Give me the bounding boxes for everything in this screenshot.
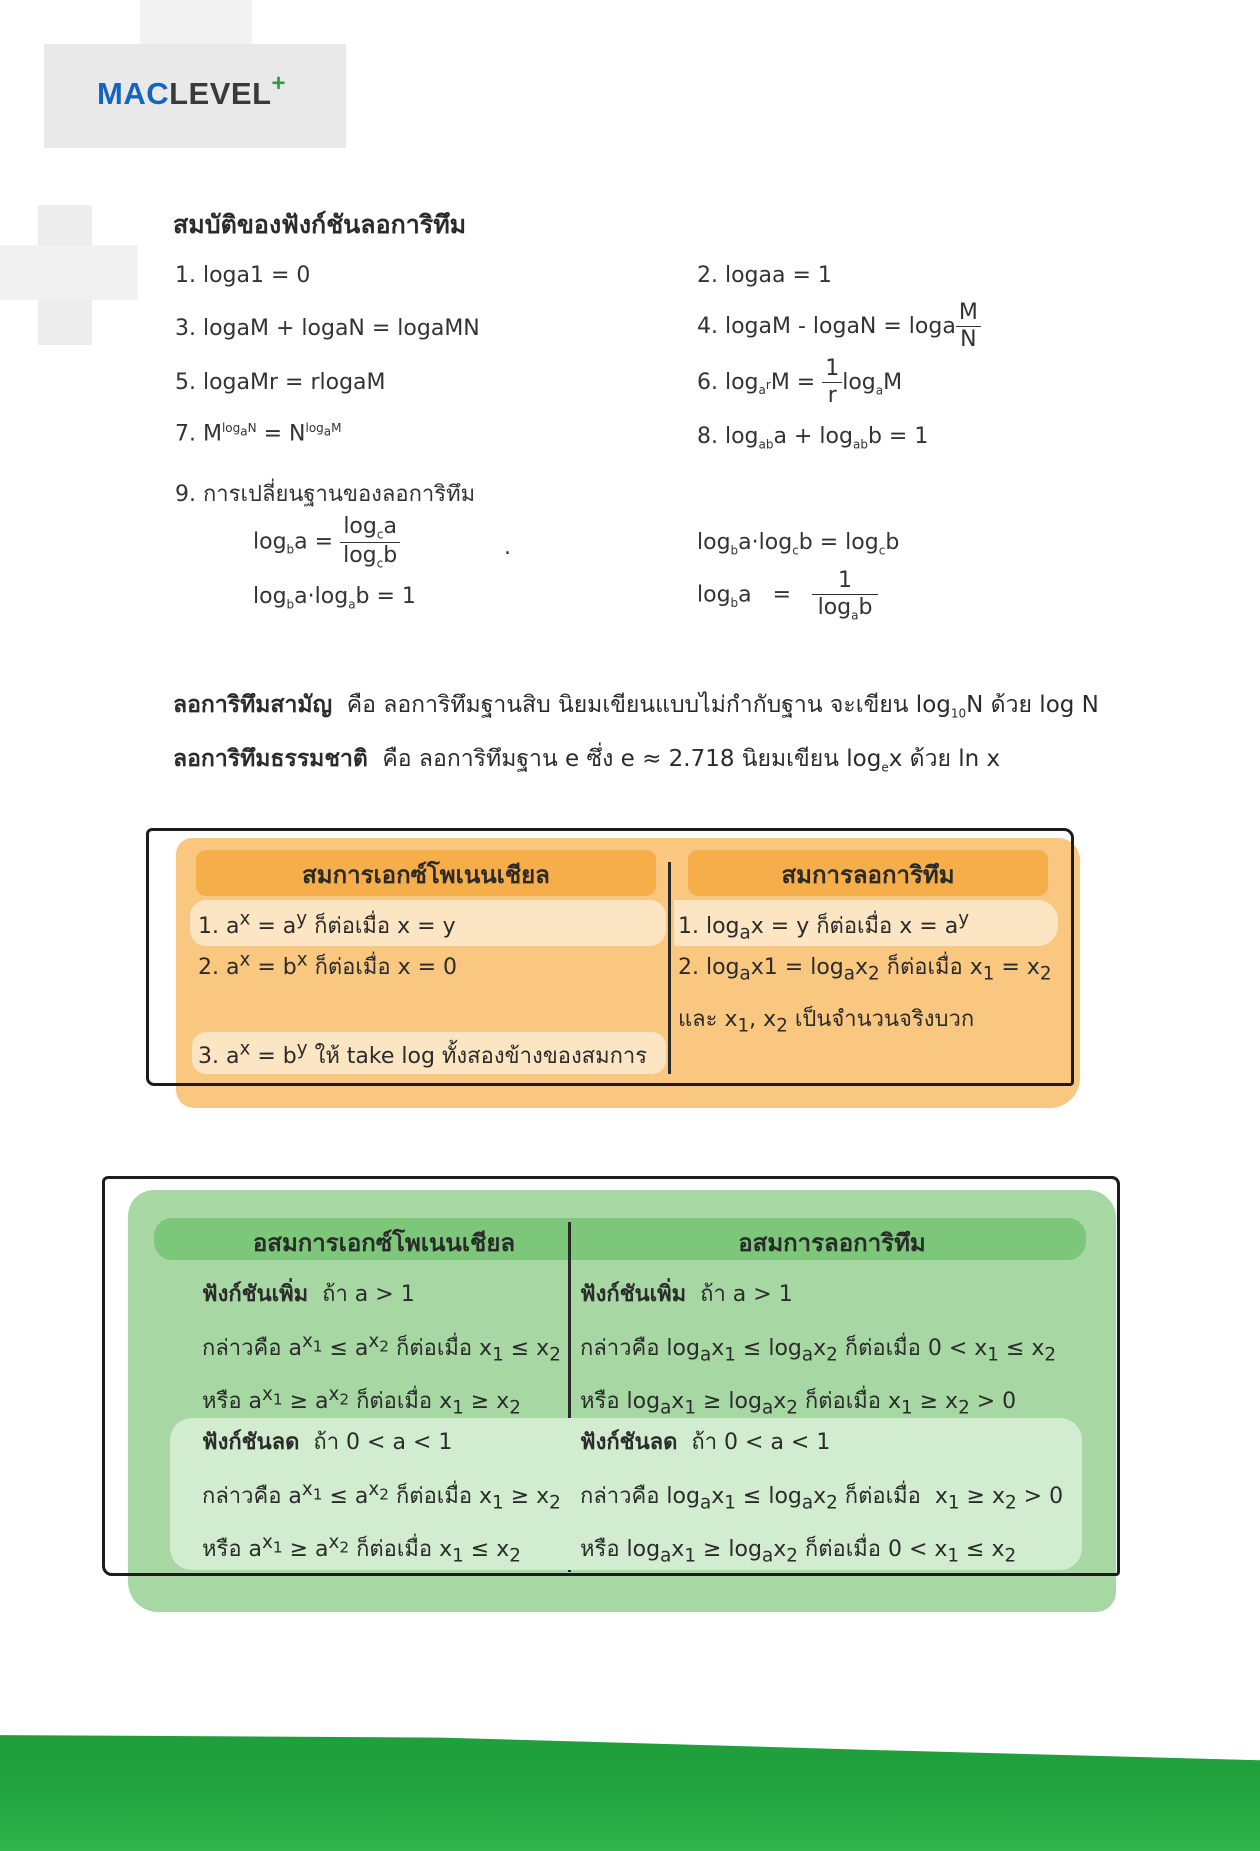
log-decreasing-row-1: กล่าวคือ $\log_ax_1 \le \log_ax_2$ ก็ต่อเมื่อ $x_1 \ge x_2 > 0$ bbox=[580, 1484, 1064, 1514]
property-8: 8. $\log_{ab}a + \log_{ab}b = 1$ bbox=[697, 424, 929, 452]
property-4: 4. logaM - logaN = loga $\frac{M}{N}$ bbox=[697, 300, 981, 354]
dot-separator: . bbox=[504, 535, 511, 560]
log-increasing-row-2: หรือ $\log_ax_1 \ge \log_ax_2$ ก็ต่อเมื่อ $x_1 \ge x_2 > 0$ bbox=[580, 1389, 1017, 1419]
property-9: 9. การเปลี่ยนฐานของลอการิทึม bbox=[175, 482, 476, 507]
log-eq-row-3: และ $x_1$, $x_2$ เป็นจำนวนจริงบวก bbox=[678, 1007, 975, 1037]
maclevel-logo: MACLEVEL+ bbox=[97, 70, 287, 111]
exp-eq-row-2: 2. $a^x = b^x$ ก็ต่อเมื่อ x = 0 bbox=[198, 949, 458, 980]
header-exponential-equation: สมการเอกซ์โพเนนเชียล bbox=[196, 850, 656, 896]
natural-log-definition: ลอการิทึมธรรมชาติ คือ ลอการิทึมฐาน e ซึ่ง e ≈ 2.718 นิยมเขียน $\log_ex$ ด้วย ln x bbox=[173, 746, 1001, 775]
exp-increasing-title: ฟังก์ชันเพิ่ม ถ้า a > 1 bbox=[202, 1282, 415, 1307]
reciprocal-formula: $\log_ba$ = $\frac{1}{\log_ab}$ bbox=[697, 568, 878, 623]
log-increasing-row-1: กล่าวคือ $\log_ax_1 \le \log_ax_2$ ก็ต่อเมื่อ $0 < x_1 \le x_2$ bbox=[580, 1336, 1057, 1366]
exp-decreasing-row-1: กล่าวคือ $a^{x_1} \le a^{x_2}$ ก็ต่อเมื่อ $x_1 \ge x_2$ bbox=[202, 1478, 561, 1514]
equations-table bbox=[140, 828, 1080, 1108]
exp-decreasing-title: ฟังก์ชันลด ถ้า 0 < a < 1 bbox=[202, 1430, 453, 1455]
exp-eq-row-3: 3. $a^x = b^y$ ให้ take log ทั้งสองข้างของสมการ bbox=[198, 1038, 648, 1069]
common-log-definition: ลอการิทึมสามัญ คือ ลอการิทึมฐานสิบ นิยมเขียนแบบไม่กำกับฐาน จะเขียน $\log_{10}N$ ด้วย log N bbox=[173, 692, 1099, 721]
property-6: 6. $\log_{a^r}M$ = $\frac{1}{r}$ $\log_aM$ bbox=[697, 356, 903, 409]
change-of-base-formula: $\log_ba$ = $\frac{\log_ca}{\log_cb}$ bbox=[253, 514, 400, 571]
section-title: สมบัติของฟังก์ชันลอการิทึม bbox=[173, 210, 467, 239]
property-2: 2. logaa = 1 bbox=[697, 263, 832, 288]
property-3: 3. logaM + logaN = logaMN bbox=[175, 316, 480, 341]
property-5: 5. logaMr = rlogaM bbox=[175, 370, 386, 395]
exp-eq-row-1: 1. $a^x = a^y$ ก็ต่อเมื่อ x = y bbox=[198, 908, 456, 939]
log-decreasing-title: ฟังก์ชันลด ถ้า 0 < a < 1 bbox=[580, 1430, 831, 1455]
product-formula-2: $\log_ba\cdot\log_cb = \log_cb$ bbox=[697, 530, 900, 558]
property-7: 7. $M^{log_aN} = N^{log_aM}$ bbox=[175, 421, 342, 447]
footer-green-band bbox=[0, 1725, 1260, 1851]
column-divider bbox=[668, 862, 671, 1074]
log-decreasing-row-2: หรือ $\log_ax_1 \ge \log_ax_2$ ก็ต่อเมื่อ $0 < x_1 \le x_2$ bbox=[580, 1537, 1017, 1567]
log-eq-row-1: 1. $\log_ax = y$ ก็ต่อเมื่อ $x = a^y$ bbox=[678, 908, 970, 944]
exp-increasing-row-1: กล่าวคือ $a^{x_1} \le a^{x_2}$ ก็ต่อเมื่อ $x_1 \le x_2$ bbox=[202, 1330, 561, 1366]
decor-square-1 bbox=[140, 0, 252, 45]
log-increasing-title: ฟังก์ชันเพิ่ม ถ้า a > 1 bbox=[580, 1282, 793, 1307]
inequalities-table bbox=[98, 1176, 1116, 1612]
log-eq-row-2: 2. $\log_ax1 = \log_ax_2$ ก็ต่อเมื่อ $x_1 = x_2$ bbox=[678, 955, 1052, 985]
plus-icon: + bbox=[271, 70, 287, 97]
header-log-equation: สมการลอการิทึม bbox=[688, 850, 1048, 896]
decor-square-4 bbox=[0, 245, 138, 300]
property-1: 1. loga1 = 0 bbox=[175, 263, 311, 288]
exp-decreasing-row-2: หรือ $a^{x_1} \ge a^{x_2}$ ก็ต่อเมื่อ $x_1 \le x_2$ bbox=[202, 1531, 521, 1567]
product-formula-1: $\log_ba\cdot\log_ab = 1$ bbox=[253, 584, 416, 612]
header-log-inequality: อสมการลอการิทึม bbox=[738, 1229, 926, 1257]
header-exponential-inequality: อสมการเอกซ์โพเนนเชียล bbox=[252, 1229, 516, 1257]
exp-increasing-row-2: หรือ $a^{x_1} \ge a^{x_2}$ ก็ต่อเมื่อ $x_1 \ge x_2$ bbox=[202, 1383, 521, 1419]
